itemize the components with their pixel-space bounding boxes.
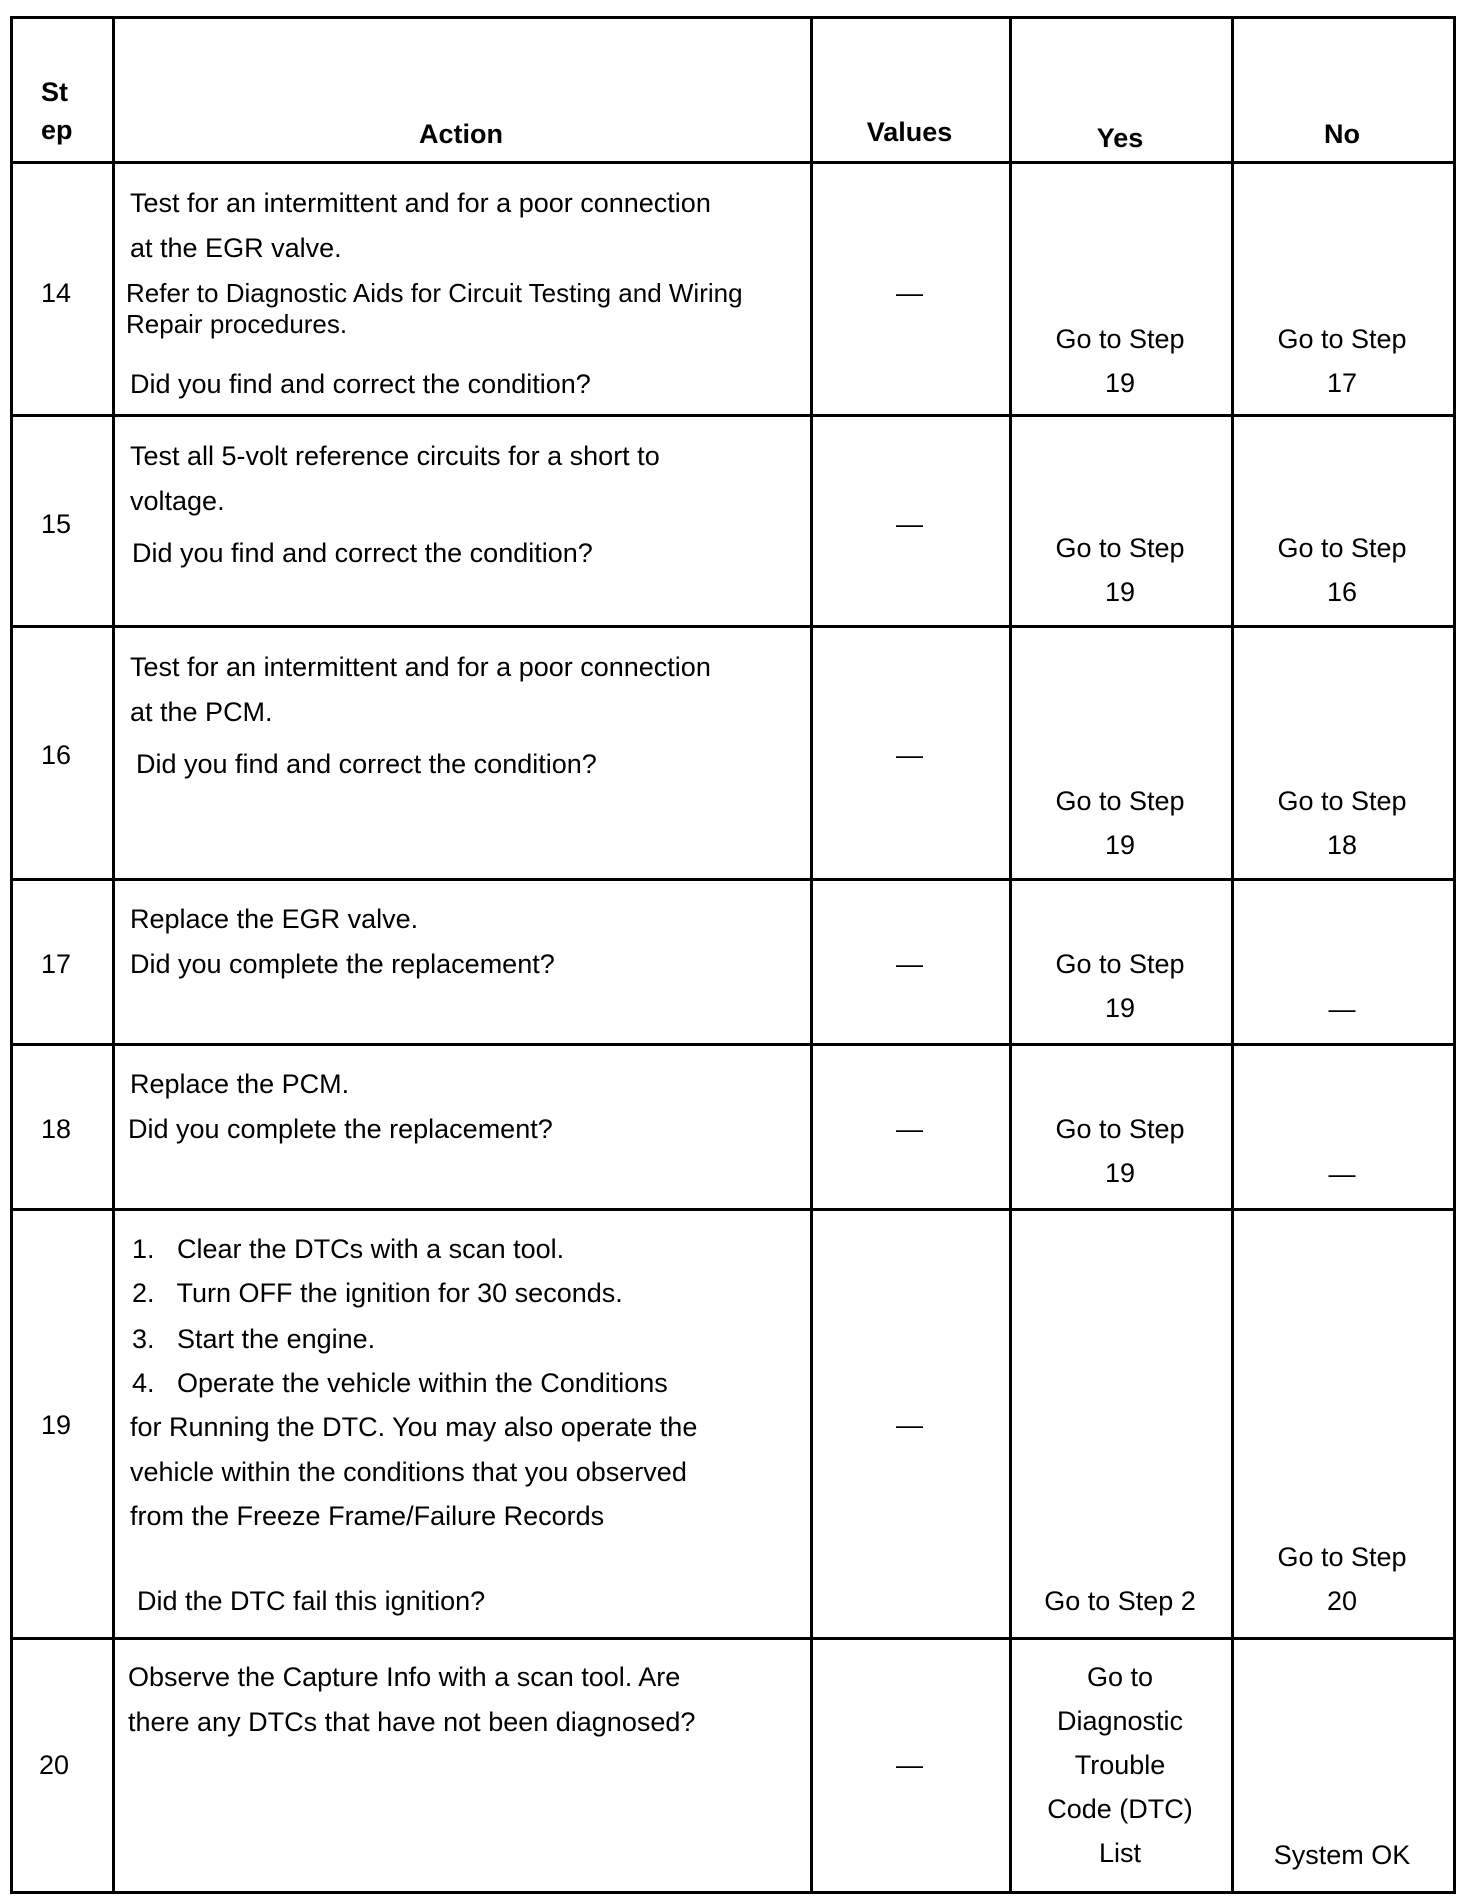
action-question: Did you find and correct the condition? bbox=[130, 369, 591, 399]
header-no: No bbox=[1324, 119, 1360, 149]
action-question: Did you complete the replacement? bbox=[130, 949, 555, 979]
no-result: Go to Step 18 bbox=[1277, 786, 1407, 860]
action-list-item: 2. Turn OFF the ignition for 30 seconds. bbox=[132, 1278, 623, 1308]
action-text: Refer to Diagnostic Aids for Circuit Testing and Wiring bbox=[126, 278, 743, 308]
no-result: — bbox=[1328, 994, 1356, 1024]
yes-result: Go to Step 19 bbox=[1055, 786, 1185, 860]
no-result: Go to Step 20 bbox=[1277, 1542, 1407, 1616]
no-result: Go to Step 16 bbox=[1277, 533, 1407, 607]
yes-result: Go to Diagnostic Trouble Code (DTC) List bbox=[1047, 1662, 1193, 1868]
action-text: for Running the DTC. You may also operate the bbox=[130, 1412, 698, 1442]
action-question: there any DTCs that have not been diagnosed? bbox=[128, 1707, 696, 1737]
yes-result: Go to Step 19 bbox=[1055, 324, 1185, 398]
row-divider bbox=[13, 625, 1453, 628]
step-number: 18 bbox=[41, 1114, 72, 1144]
action-text: at the EGR valve. bbox=[130, 233, 342, 263]
action-text: Test for an intermittent and for a poor connection bbox=[130, 652, 711, 682]
row-divider bbox=[13, 414, 1453, 417]
step-number: 15 bbox=[41, 509, 72, 539]
value-dash: — bbox=[896, 1410, 923, 1440]
value-dash: — bbox=[896, 1114, 923, 1144]
row-divider bbox=[13, 1208, 1453, 1211]
row-divider bbox=[13, 878, 1453, 881]
diagnostic-table bbox=[10, 16, 1456, 1894]
step-number: 17 bbox=[41, 949, 72, 979]
action-text: Observe the Capture Info with a scan tool. Are bbox=[128, 1662, 681, 1692]
value-dash: — bbox=[896, 278, 923, 308]
row-divider bbox=[13, 161, 1453, 164]
no-result: System OK bbox=[1273, 1840, 1411, 1870]
step-number: 20 bbox=[39, 1750, 70, 1780]
step-number: 14 bbox=[41, 278, 72, 308]
action-text: vehicle within the conditions that you observed bbox=[130, 1457, 687, 1487]
value-dash: — bbox=[896, 509, 923, 539]
action-text: from the Freeze Frame/Failure Records bbox=[130, 1501, 605, 1531]
header-step: St ep bbox=[41, 77, 73, 145]
action-text: Replace the EGR valve. bbox=[130, 904, 419, 934]
yes-result: Go to Step 19 bbox=[1055, 1114, 1185, 1188]
value-dash: — bbox=[896, 1750, 923, 1780]
action-text: Repair procedures. bbox=[126, 309, 348, 339]
action-text: at the PCM. bbox=[130, 697, 273, 727]
header-values: Values bbox=[866, 117, 953, 147]
yes-result: Go to Step 19 bbox=[1055, 533, 1185, 607]
action-text: Test for an intermittent and for a poor connection bbox=[130, 188, 711, 218]
no-result: Go to Step 17 bbox=[1277, 324, 1407, 398]
value-dash: — bbox=[896, 740, 923, 770]
yes-result: Go to Step 19 bbox=[1055, 949, 1185, 1023]
action-list-item: 3. Start the engine. bbox=[132, 1324, 376, 1354]
action-question: Did you find and correct the condition? bbox=[132, 538, 593, 568]
header-yes: Yes bbox=[1096, 123, 1144, 153]
action-question: Did you find and correct the condition? bbox=[136, 749, 597, 779]
row-divider bbox=[13, 1637, 1453, 1640]
row-divider bbox=[13, 1043, 1453, 1046]
action-text: Replace the PCM. bbox=[130, 1069, 350, 1099]
action-question: Did you complete the replacement? bbox=[128, 1114, 553, 1144]
yes-result: Go to Step 2 bbox=[1044, 1586, 1196, 1616]
action-list-item: 1. Clear the DTCs with a scan tool. bbox=[132, 1234, 565, 1264]
header-action: Action bbox=[419, 119, 503, 149]
action-list-item: 4. Operate the vehicle within the Conditions bbox=[132, 1368, 668, 1398]
step-number: 16 bbox=[41, 740, 72, 770]
col-divider bbox=[112, 19, 115, 1891]
action-question: Did the DTC fail this ignition? bbox=[137, 1586, 486, 1616]
value-dash: — bbox=[896, 949, 923, 979]
no-result: — bbox=[1328, 1159, 1356, 1189]
step-number: 19 bbox=[41, 1410, 72, 1440]
action-text: voltage. bbox=[130, 486, 225, 516]
action-text: Test all 5-volt reference circuits for a short to bbox=[130, 441, 660, 471]
